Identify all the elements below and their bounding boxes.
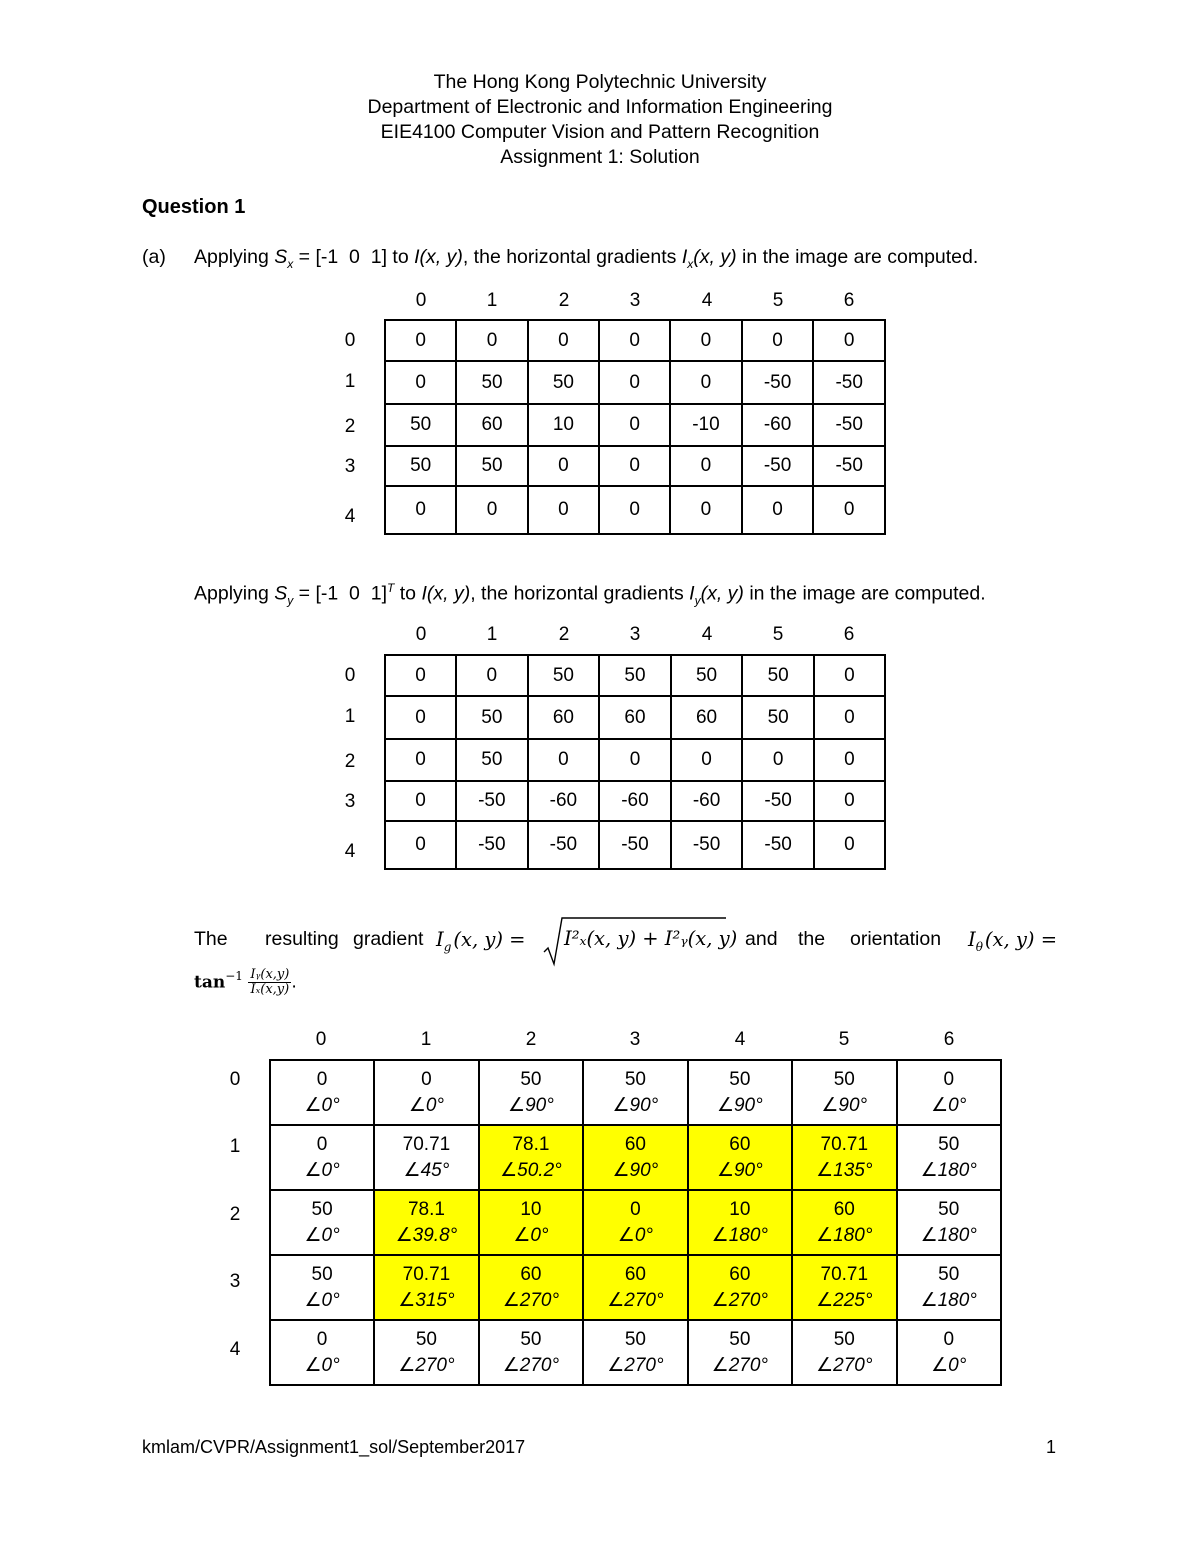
gradient-angle: ∠270°	[711, 1354, 769, 1376]
table-cell: 50	[528, 361, 599, 404]
gradient-magnitude: 0	[316, 1328, 328, 1350]
row-header: 2	[344, 416, 356, 437]
result-w2: resulting	[265, 928, 339, 950]
gradient-magnitude: 60	[833, 1198, 855, 1220]
sqrt-body: I²ₓ(x, y) + I²ᵧ(x, y)	[564, 927, 738, 950]
table-cell: -50	[456, 781, 528, 821]
footer-path: kmlam/CVPR/Assignment1_sol/September2017	[142, 1437, 526, 1457]
gradient-magnitude: 60	[624, 1133, 646, 1155]
gradient-cell	[792, 1255, 896, 1320]
gradient-magnitude: 50	[938, 1263, 960, 1285]
table-cell: -50	[456, 821, 528, 869]
gradient-angle: ∠90°	[612, 1159, 659, 1181]
table-cell: 0	[385, 655, 456, 696]
gradient-angle: ∠270°	[711, 1289, 769, 1311]
gradient-angle: ∠270°	[398, 1354, 455, 1376]
table-row	[385, 361, 885, 404]
sx-intro: Applying $S_x = [-1$ 0 1] to I(x, y), the horizontal gradients $I_x(x$, y) in the image are computed.	[194, 246, 979, 271]
table-row	[385, 696, 885, 739]
gradient-angle: ∠90°	[716, 1159, 763, 1181]
gradient-angle: ∠0°	[304, 1289, 340, 1311]
gradient-cell	[374, 1125, 479, 1190]
gradient-angle: ∠270°	[607, 1289, 664, 1311]
gradient-cell	[374, 1320, 479, 1385]
row-header: 4	[344, 506, 356, 527]
gradient-angle: ∠0°	[304, 1354, 340, 1376]
table-cell: 0	[528, 739, 600, 781]
row-header: 2	[229, 1204, 241, 1225]
table-cell: 50	[671, 655, 743, 696]
table-cell: -50	[742, 781, 814, 821]
gradient-magnitude: 0	[421, 1068, 432, 1090]
gradient-cell	[688, 1125, 792, 1190]
table-cell: 0	[599, 739, 671, 781]
table-cell: 0	[528, 446, 599, 486]
table-row	[270, 1060, 1001, 1125]
gradient-angle: ∠180°	[920, 1224, 977, 1246]
gradient-magnitude: 70.71	[820, 1263, 869, 1285]
table-cell: 0	[385, 361, 456, 404]
table-cell: 0	[385, 821, 456, 869]
gradient-angle: ∠0°	[617, 1224, 653, 1246]
table-cell: 0	[385, 781, 456, 821]
gradient-cell	[897, 1320, 1002, 1385]
table-cell: 10	[528, 404, 599, 446]
gradient-magnitude: 60	[729, 1133, 751, 1155]
gradient-cell	[583, 1125, 687, 1190]
gradient-magnitude: 0	[630, 1198, 641, 1220]
result-w3: gradient	[353, 928, 424, 950]
table-cell: 50	[456, 696, 528, 739]
part-label: (a)	[142, 246, 166, 268]
table-row	[385, 655, 885, 696]
gradient-cell	[374, 1190, 479, 1255]
column-header: 6	[843, 624, 855, 645]
row-header: 0	[344, 665, 356, 686]
column-header: 5	[772, 624, 784, 645]
gradient-angle: ∠180°	[711, 1224, 769, 1246]
table-row	[270, 1255, 1001, 1320]
column-header: 3	[629, 290, 641, 311]
gradient-magnitude: 70.71	[402, 1263, 451, 1285]
column-header: 3	[629, 1029, 641, 1050]
table-cell: -50	[742, 361, 814, 404]
table-cell: -50	[813, 446, 885, 486]
gradient-magnitude: 50	[624, 1068, 646, 1090]
table-cell: 0	[599, 446, 670, 486]
table-cell: -50	[813, 404, 885, 446]
table-cell: 60	[528, 696, 600, 739]
gradient-magnitude: 0	[943, 1068, 955, 1090]
gradient-magnitude: 50	[520, 1068, 542, 1090]
row-header: 3	[344, 791, 356, 812]
table-cell: 0	[813, 486, 885, 534]
gradient-angle: ∠270°	[502, 1289, 560, 1311]
gradient-cell	[583, 1320, 687, 1385]
table-cell: -10	[670, 404, 742, 446]
gradient-cell	[583, 1255, 687, 1320]
column-header: 2	[525, 1029, 537, 1050]
table-cell: 0	[814, 739, 885, 781]
assignment-title: Assignment 1: Solution	[500, 146, 700, 168]
gradient-angle: ∠0°	[304, 1159, 340, 1181]
column-header: 6	[943, 1029, 955, 1050]
result-w4: and	[745, 928, 778, 950]
gradient-magnitude: 10	[729, 1198, 751, 1220]
gradient-cell	[688, 1190, 792, 1255]
table-row	[385, 320, 885, 361]
gradient-angle: ∠0°	[304, 1224, 340, 1246]
table-cell: 0	[814, 655, 885, 696]
gradient-magnitude: 50	[624, 1328, 646, 1350]
row-header: 1	[229, 1136, 241, 1157]
gradient-magnitude: 60	[520, 1263, 542, 1285]
column-header: 0	[415, 624, 427, 645]
gradient-cell	[688, 1320, 792, 1385]
column-header: 1	[486, 624, 498, 645]
question-title: Question 1	[142, 196, 246, 218]
page-number: 1	[1046, 1437, 1057, 1457]
gradient-angle: ∠0°	[931, 1354, 967, 1376]
table-cell: 0	[456, 486, 527, 534]
gradient-magnitude: 50	[729, 1328, 751, 1350]
gradient-cell	[792, 1060, 896, 1125]
gradient-angle: ∠315°	[398, 1289, 455, 1311]
table-cell: 0	[599, 404, 670, 446]
gradient-cell	[270, 1255, 374, 1320]
table-row	[385, 739, 885, 781]
column-header: 1	[420, 1029, 432, 1050]
table-cell: -50	[742, 446, 814, 486]
gradient-cell	[688, 1060, 792, 1125]
table-cell: 60	[599, 696, 671, 739]
table-cell: -50	[742, 821, 814, 869]
gradient-magnitude: 60	[729, 1263, 751, 1285]
gradient-magnitude: 50	[520, 1328, 542, 1350]
column-header: 2	[558, 290, 570, 311]
gradient-magnitude: 50	[311, 1198, 333, 1220]
table-cell: 0	[742, 320, 814, 361]
sy-intro: Applying $S_y = [-1$ 0 1]$^T$ to I(x, y), the horizontal gradients $I_y(x$, y) in the image are computed.	[194, 581, 986, 608]
iy-table	[384, 654, 886, 870]
gradient-angle: ∠135°	[816, 1159, 873, 1181]
table-cell: 0	[670, 361, 742, 404]
column-header: 2	[558, 624, 570, 645]
row-header: 3	[344, 456, 356, 477]
row-header: 0	[344, 330, 356, 351]
gradient-cell	[583, 1190, 687, 1255]
table-cell: 50	[456, 361, 527, 404]
gradient-cell	[792, 1125, 896, 1190]
gradient-table	[269, 1059, 1002, 1386]
gradient-angle: ∠180°	[920, 1159, 977, 1181]
gradient-cell	[897, 1060, 1002, 1125]
table-cell: -60	[528, 781, 600, 821]
gradient-cell	[479, 1255, 584, 1320]
column-header: 3	[629, 624, 641, 645]
table-cell: 0	[385, 696, 456, 739]
gradient-magnitude: 50	[938, 1133, 960, 1155]
gradient-magnitude: 50	[415, 1328, 437, 1350]
table-cell: 0	[528, 486, 599, 534]
gradient-magnitude: 70.71	[820, 1133, 869, 1155]
gradient-angle: ∠90°	[508, 1094, 554, 1116]
table-row	[385, 446, 885, 486]
gradient-angle: ∠90°	[716, 1094, 763, 1116]
gradient-cell	[374, 1255, 479, 1320]
gradient-cell	[583, 1060, 687, 1125]
table-cell: 0	[813, 320, 885, 361]
column-header: 1	[486, 290, 498, 311]
table-cell: 0	[742, 739, 814, 781]
row-header: 0	[229, 1069, 241, 1090]
result-w1: The	[194, 928, 228, 950]
gradient-angle: ∠0°	[513, 1224, 549, 1246]
table-cell: 0	[814, 781, 885, 821]
table-cell: 0	[528, 320, 599, 361]
row-header: 3	[229, 1271, 241, 1292]
column-header: 0	[315, 1029, 327, 1050]
row-header: 4	[344, 841, 356, 862]
gradient-angle: ∠90°	[612, 1094, 659, 1116]
table-cell: 0	[385, 486, 456, 534]
column-header: 4	[734, 1029, 746, 1050]
column-header: 4	[701, 624, 713, 645]
gradient-cell	[897, 1125, 1002, 1190]
table-row	[270, 1125, 1001, 1190]
course-title: EIE4100 Computer Vision and Pattern Recognition	[380, 121, 820, 143]
gradient-cell	[270, 1060, 374, 1125]
gradient-cell	[374, 1060, 479, 1125]
table-cell: -60	[742, 404, 814, 446]
table-cell: 0	[814, 696, 885, 739]
table-row	[385, 404, 885, 446]
ix-table	[384, 319, 886, 535]
gradient-cell	[270, 1190, 374, 1255]
gradient-magnitude: 60	[624, 1263, 646, 1285]
department-name: Department of Electronic and Information Engineering	[367, 96, 833, 118]
table-cell: 50	[385, 404, 456, 446]
table-cell: -50	[671, 821, 743, 869]
table-cell: -50	[813, 361, 885, 404]
gradient-angle: ∠50.2°	[500, 1159, 562, 1181]
gradient-angle: ∠39.8°	[395, 1224, 458, 1246]
gradient-cell	[270, 1320, 374, 1385]
table-cell: 50	[528, 655, 600, 696]
gradient-magnitude: 10	[520, 1198, 542, 1220]
row-header: 1	[344, 706, 356, 727]
gradient-magnitude: 0	[316, 1133, 328, 1155]
gradient-cell	[897, 1190, 1002, 1255]
table-cell: 0	[814, 821, 885, 869]
table-cell: -50	[528, 821, 600, 869]
gradient-angle: ∠225°	[816, 1289, 873, 1311]
table-cell: 50	[742, 655, 814, 696]
gradient-magnitude: 50	[938, 1198, 960, 1220]
table-cell: -50	[599, 821, 671, 869]
gradient-cell	[792, 1190, 896, 1255]
column-header: 0	[415, 290, 427, 311]
table-cell: 0	[456, 655, 528, 696]
gradient-magnitude: 50	[311, 1263, 333, 1285]
table-cell: 0	[670, 320, 742, 361]
gradient-angle: ∠0°	[408, 1094, 445, 1116]
table-cell: 50	[742, 696, 814, 739]
orientation-equation: $I_\theta$ (x, y) =	[968, 928, 1058, 954]
gradient-angle: ∠180°	[816, 1224, 873, 1246]
gradient-angle: ∠270°	[816, 1354, 873, 1376]
gradient-magnitude: 70.71	[402, 1133, 451, 1155]
column-header: 6	[843, 290, 855, 311]
table-row	[270, 1320, 1001, 1385]
table-cell: 0	[742, 486, 814, 534]
gradient-cell	[479, 1190, 584, 1255]
table-row	[385, 486, 885, 534]
table-cell: 0	[599, 361, 670, 404]
table-cell: 0	[670, 446, 742, 486]
gradient-angle: ∠0°	[304, 1094, 340, 1116]
gradient-cell	[479, 1060, 584, 1125]
table-row	[385, 781, 885, 821]
gradient-angle: ∠0°	[931, 1094, 967, 1116]
document-header	[0, 70, 1200, 170]
gradient-cell	[270, 1125, 374, 1190]
gradient-magnitude: 50	[833, 1328, 855, 1350]
table-cell: 60	[671, 696, 743, 739]
gradient-cell	[479, 1125, 584, 1190]
column-header: 4	[701, 290, 713, 311]
tan-fraction: $\frac{\text{Iᵧ(x,y)}}{\text{Iₓ(x,y)}}$	[250, 967, 290, 997]
table-cell: 0	[385, 739, 456, 781]
table-cell: 0	[599, 320, 670, 361]
table-cell: 0	[670, 486, 742, 534]
gradient-magnitude: 78.1	[407, 1198, 445, 1220]
table-row	[270, 1190, 1001, 1255]
gradient-magnitude: 78.1	[512, 1133, 550, 1155]
gradient-angle: ∠270°	[607, 1354, 664, 1376]
gradient-angle: ∠90°	[821, 1094, 868, 1116]
table-row	[385, 821, 885, 869]
row-header: 2	[344, 751, 356, 772]
gradient-magnitude: 0	[316, 1068, 328, 1090]
table-cell: -60	[671, 781, 743, 821]
result-w5: the	[798, 928, 826, 950]
column-header: 5	[772, 290, 784, 311]
gradient-cell	[792, 1320, 896, 1385]
gradient-magnitude: 50	[833, 1068, 855, 1090]
table-cell: 50	[599, 655, 671, 696]
row-header: 1	[344, 371, 356, 392]
result-w6: orientation	[850, 928, 942, 950]
gradient-cell	[897, 1255, 1002, 1320]
table-cell: 0	[671, 739, 743, 781]
gradient-magnitude: 50	[729, 1068, 751, 1090]
university-name: The Hong Kong Polytechnic University	[433, 71, 767, 93]
table-cell: 50	[385, 446, 456, 486]
gradient-equation: $I_g$ (x, y) =	[436, 928, 526, 954]
table-cell: 50	[456, 739, 528, 781]
gradient-angle: ∠180°	[920, 1289, 977, 1311]
table-cell: 0	[599, 486, 670, 534]
row-header: 4	[229, 1339, 241, 1360]
gradient-cell	[479, 1320, 584, 1385]
column-header: 5	[838, 1029, 850, 1050]
gradient-angle: ∠270°	[502, 1354, 560, 1376]
gradient-magnitude: 0	[943, 1328, 955, 1350]
gradient-angle: ∠45°	[403, 1159, 450, 1181]
gradient-cell	[688, 1255, 792, 1320]
table-cell: -60	[599, 781, 671, 821]
table-cell: 50	[456, 446, 527, 486]
table-cell: 0	[456, 320, 527, 361]
table-cell: 0	[385, 320, 456, 361]
tan-expression: $\tan^{-1}$ $\frac{\text{Iᵧ(x,y)}}{\text{Iₓ(x,y)}}$ .	[194, 967, 297, 997]
table-cell: 60	[456, 404, 527, 446]
